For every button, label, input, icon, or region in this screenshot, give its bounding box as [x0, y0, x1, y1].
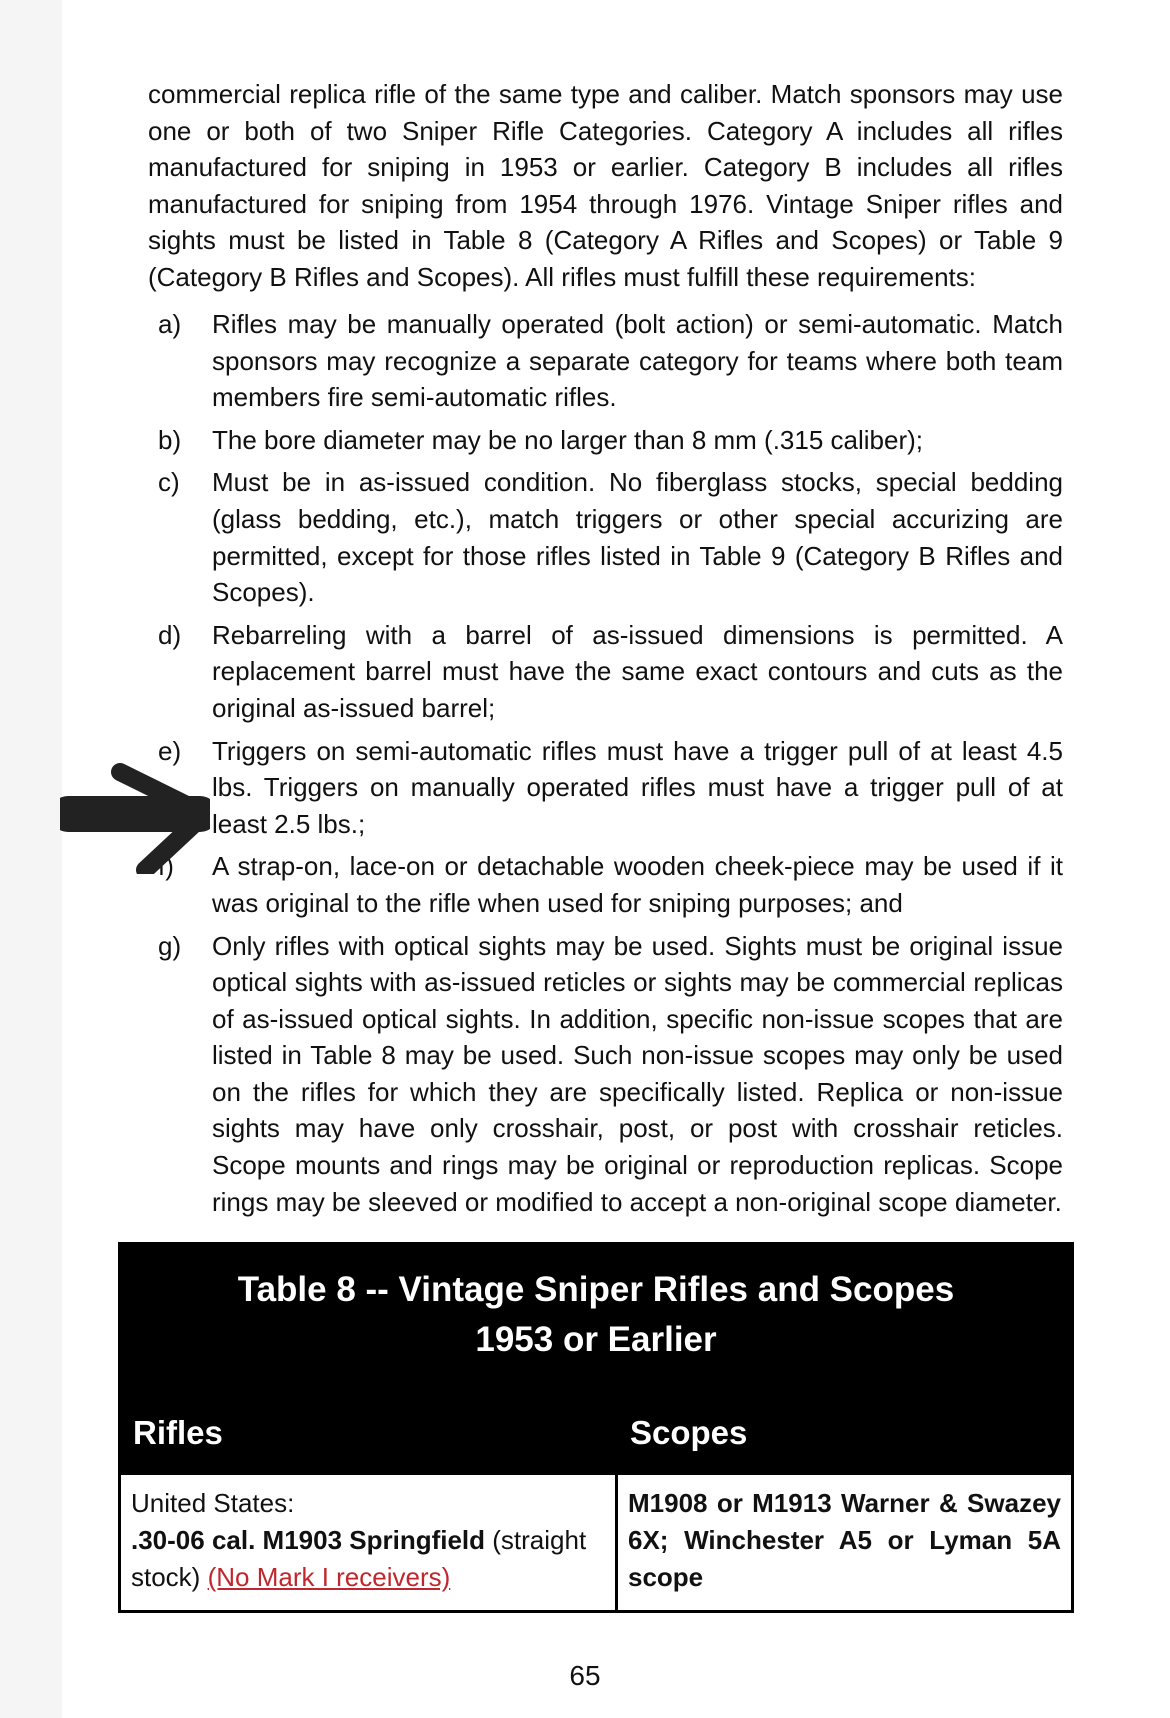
- list-item: [148, 848, 1063, 921]
- table-8: [118, 1242, 1074, 1613]
- list-item: [148, 733, 1063, 843]
- country-label: United States:: [131, 1488, 295, 1518]
- list-item-text: Rebarreling with a barrel of as-issued dimensions is permitted. A replacement barrel must have the same exact contours and cuts as the original as-issued barrel;: [212, 619, 1063, 723]
- intro-paragraph: [148, 76, 1063, 296]
- list-item-text: Only rifles with optical sights may be used. Sights must be original issue optical sights with as-issued reticles or sights may be commercial replicas of as-issued optical sights. In addition, specific non-issue scopes that are listed in Table 8 may be used. Such non-issue scopes may only be used on the rifles for which they are specifically listed. Replica or non-issue sights may have only crosshair, post, or post with crosshair reticles. Scope mounts and rings may be original or reproduction replicas. Scope rings may be sleeved or modified to accept a non-original scope diameter.: [212, 930, 1063, 1217]
- list-marker: a): [158, 309, 182, 339]
- list-item: [148, 306, 1063, 416]
- rifle-description: [131, 1522, 607, 1596]
- list-marker: f): [158, 851, 174, 882]
- table-row: [121, 1475, 1071, 1610]
- list-marker: e): [158, 735, 182, 766]
- list-item-text: Triggers on semi-automatic rifles must have a trigger pull of at least 4.5 lbs. Triggers on manually operated rifles must have a trigger pull of at least 2.5 lbs.;: [212, 735, 1063, 839]
- column-header-scopes: Scopes: [630, 1414, 748, 1451]
- list-item-text: A strap-on, lace-on or detachable wooden cheek-piece may be used if it was original to the rifle when used for sniping purposes; and: [212, 851, 1063, 918]
- list-item: [148, 464, 1063, 610]
- list-item: [148, 422, 1063, 459]
- requirements-list: [148, 306, 1063, 1226]
- column-header-rifles: Rifles: [133, 1414, 223, 1451]
- intro-text: commercial replica rifle of the same type and caliber. Match sponsors may use one or both of two Sniper Rifle Categories. Category A includes all rifles manufactured for sniping in 1953 or earlier. Category B includes all rifles manufactured for sniping from 1954 through 1976. Vintage Sniper rifles and sights must be listed in Table 8 (Category A Rifles and Scopes) or Table 9 (Category B Rifles and Scopes). All rifles must fulfill these requirements:: [148, 79, 1063, 292]
- list-item: [148, 617, 1063, 727]
- list-item-text: Rifles may be manually operated (bolt action) or semi-automatic. Match sponsors may recognize a separate category for teams where both team members fire semi-automatic rifles.: [212, 309, 1063, 413]
- list-item: [148, 928, 1063, 1221]
- scope-cell: M1908 or M1913 Warner & Swazey 6X; Winchester A5 or Lyman 5A scope: [628, 1488, 1061, 1592]
- page-number: 65: [569, 1660, 601, 1691]
- table-header-row: [121, 1391, 1071, 1475]
- receiver-note-link[interactable]: (No Mark I receivers): [207, 1562, 451, 1592]
- rifle-stock-note: (straight stock): [131, 1525, 587, 1592]
- list-item-text: The bore diameter may be no larger than 8 mm (.315 caliber);: [212, 424, 924, 455]
- table-title-line2: 1953 or Earlier: [475, 1320, 717, 1359]
- table-title-line1: Table 8 -- Vintage Sniper Rifles and Scopes: [237, 1270, 955, 1309]
- rifle-cell: [121, 1475, 618, 1610]
- list-marker: d): [158, 619, 182, 650]
- table-title: [121, 1245, 1071, 1391]
- list-marker: c): [158, 467, 180, 498]
- list-marker: b): [158, 424, 182, 455]
- rifle-model: .30-06 cal. M1903 Springfield: [131, 1525, 486, 1555]
- arrow-right-icon: [60, 762, 210, 874]
- list-item-text: Must be in as-issued condition. No fiberglass stocks, special bedding (glass bedding, etc.), match triggers or other special accurizing are permitted, except for those rifles listed in Table 9 (Category B Rifles and Scopes).: [212, 467, 1063, 608]
- list-marker: g): [158, 930, 182, 961]
